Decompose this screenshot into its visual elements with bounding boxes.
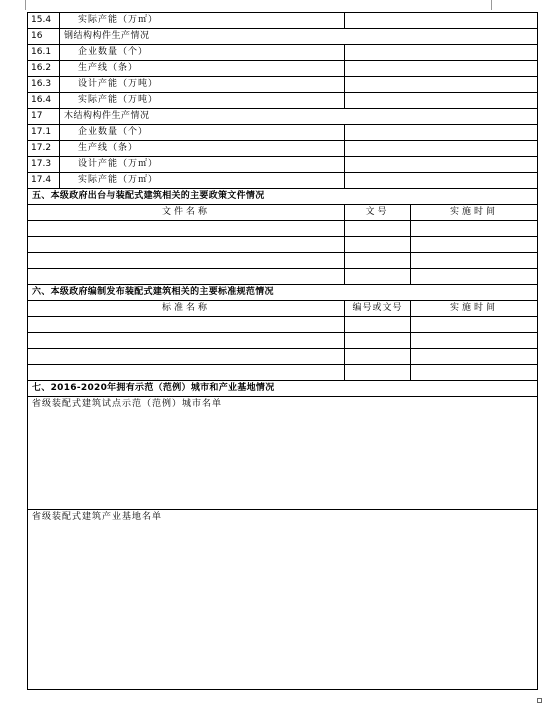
file-name-cell[interactable] bbox=[28, 237, 345, 253]
section6-entry-row bbox=[28, 349, 538, 365]
row-number: 17.3 bbox=[28, 157, 60, 173]
form-row-16-4 bbox=[28, 93, 538, 109]
row-label: 生产线（条） bbox=[60, 141, 345, 157]
demo-city-list-label: 省级装配式建筑试点示范（范例）城市名单 bbox=[32, 399, 223, 409]
col-header-effective-date: 实施时间 bbox=[411, 301, 538, 317]
row-label: 钢结构构件生产情况 bbox=[60, 29, 538, 45]
standard-name-cell[interactable] bbox=[28, 365, 345, 381]
row-number: 16.2 bbox=[28, 61, 60, 77]
row-label: 木结构构件生产情况 bbox=[60, 109, 538, 125]
effective-date-cell[interactable] bbox=[411, 365, 538, 381]
row-label: 生产线（条） bbox=[60, 61, 345, 77]
effective-date-cell[interactable] bbox=[411, 333, 538, 349]
section5-entry-row bbox=[28, 269, 538, 285]
row-number: 16.4 bbox=[28, 93, 60, 109]
form-row-17-3 bbox=[28, 157, 538, 173]
form-row-16-3 bbox=[28, 77, 538, 93]
col-header-doc-number: 文号 bbox=[345, 205, 411, 221]
row-number: 16.1 bbox=[28, 45, 60, 61]
form-row-16-2 bbox=[28, 61, 538, 77]
file-name-cell[interactable] bbox=[28, 221, 345, 237]
row-number: 17.2 bbox=[28, 141, 60, 157]
code-number-cell[interactable] bbox=[345, 349, 411, 365]
value-cell[interactable] bbox=[345, 45, 538, 61]
section7-base-row bbox=[28, 510, 538, 690]
row-label: 设计产能（万吨） bbox=[60, 77, 345, 93]
paragraph-end-mark bbox=[537, 698, 542, 703]
section7-title: 七、2016-2020年拥有示范（范例）城市和产业基地情况 bbox=[28, 381, 538, 397]
form-row-17-4 bbox=[28, 173, 538, 189]
effective-date-cell[interactable] bbox=[411, 317, 538, 333]
standard-name-cell[interactable] bbox=[28, 317, 345, 333]
section5-column-header-row bbox=[28, 205, 538, 221]
row-label: 实际产能（万㎡） bbox=[60, 13, 345, 29]
file-name-cell[interactable] bbox=[28, 269, 345, 285]
form-row-16 bbox=[28, 29, 538, 45]
crop-mark-left bbox=[25, 0, 26, 10]
effective-date-cell[interactable] bbox=[411, 221, 538, 237]
statistics-form-table bbox=[27, 12, 538, 690]
section5-entry-row bbox=[28, 221, 538, 237]
col-header-code-number: 编号或文号 bbox=[345, 301, 411, 317]
row-number: 15.4 bbox=[28, 13, 60, 29]
doc-number-cell[interactable] bbox=[345, 269, 411, 285]
effective-date-cell[interactable] bbox=[411, 349, 538, 365]
value-cell[interactable] bbox=[345, 61, 538, 77]
row-label: 实际产能（万㎡） bbox=[60, 173, 345, 189]
row-number: 17 bbox=[28, 109, 60, 125]
section7-city-row bbox=[28, 397, 538, 510]
section6-entry-row bbox=[28, 333, 538, 349]
value-cell[interactable] bbox=[345, 173, 538, 189]
section5-title: 五、本级政府出台与装配式建筑相关的主要政策文件情况 bbox=[28, 189, 538, 205]
value-cell[interactable] bbox=[345, 13, 538, 29]
form-row-17-1 bbox=[28, 125, 538, 141]
industry-base-list-label: 省级装配式建筑产业基地名单 bbox=[32, 512, 163, 522]
effective-date-cell[interactable] bbox=[411, 237, 538, 253]
standard-name-cell[interactable] bbox=[28, 349, 345, 365]
section6-heading-row bbox=[28, 285, 538, 301]
row-number: 17.1 bbox=[28, 125, 60, 141]
col-header-standard-name: 标准名称 bbox=[28, 301, 345, 317]
standard-name-cell[interactable] bbox=[28, 333, 345, 349]
doc-number-cell[interactable] bbox=[345, 237, 411, 253]
code-number-cell[interactable] bbox=[345, 333, 411, 349]
effective-date-cell[interactable] bbox=[411, 253, 538, 269]
section7-heading-row bbox=[28, 381, 538, 397]
row-label: 实际产能（万吨） bbox=[60, 93, 345, 109]
file-name-cell[interactable] bbox=[28, 253, 345, 269]
form-row-17 bbox=[28, 109, 538, 125]
row-label: 企业数量（个） bbox=[60, 125, 345, 141]
industry-base-list-cell[interactable] bbox=[28, 510, 538, 690]
effective-date-cell[interactable] bbox=[411, 269, 538, 285]
crop-mark-right bbox=[491, 0, 492, 10]
value-cell[interactable] bbox=[345, 157, 538, 173]
row-number: 17.4 bbox=[28, 173, 60, 189]
section6-title: 六、本级政府编制发布装配式建筑相关的主要标准规范情况 bbox=[28, 285, 538, 301]
demo-city-list-cell[interactable] bbox=[28, 397, 538, 510]
doc-number-cell[interactable] bbox=[345, 221, 411, 237]
col-header-effective-date: 实施时间 bbox=[411, 205, 538, 221]
value-cell[interactable] bbox=[345, 141, 538, 157]
code-number-cell[interactable] bbox=[345, 365, 411, 381]
form-row-16-1 bbox=[28, 45, 538, 61]
row-label: 设计产能（万㎡） bbox=[60, 157, 345, 173]
section6-entry-row bbox=[28, 365, 538, 381]
section6-entry-row bbox=[28, 317, 538, 333]
value-cell[interactable] bbox=[345, 125, 538, 141]
section5-entry-row bbox=[28, 237, 538, 253]
doc-number-cell[interactable] bbox=[345, 253, 411, 269]
value-cell[interactable] bbox=[345, 77, 538, 93]
code-number-cell[interactable] bbox=[345, 317, 411, 333]
form-row-15-4 bbox=[28, 13, 538, 29]
section5-entry-row bbox=[28, 253, 538, 269]
row-number: 16 bbox=[28, 29, 60, 45]
section5-heading-row bbox=[28, 189, 538, 205]
row-label: 企业数量（个） bbox=[60, 45, 345, 61]
row-number: 16.3 bbox=[28, 77, 60, 93]
value-cell[interactable] bbox=[345, 93, 538, 109]
form-row-17-2 bbox=[28, 141, 538, 157]
col-header-file-name: 文件名称 bbox=[28, 205, 345, 221]
section6-column-header-row bbox=[28, 301, 538, 317]
